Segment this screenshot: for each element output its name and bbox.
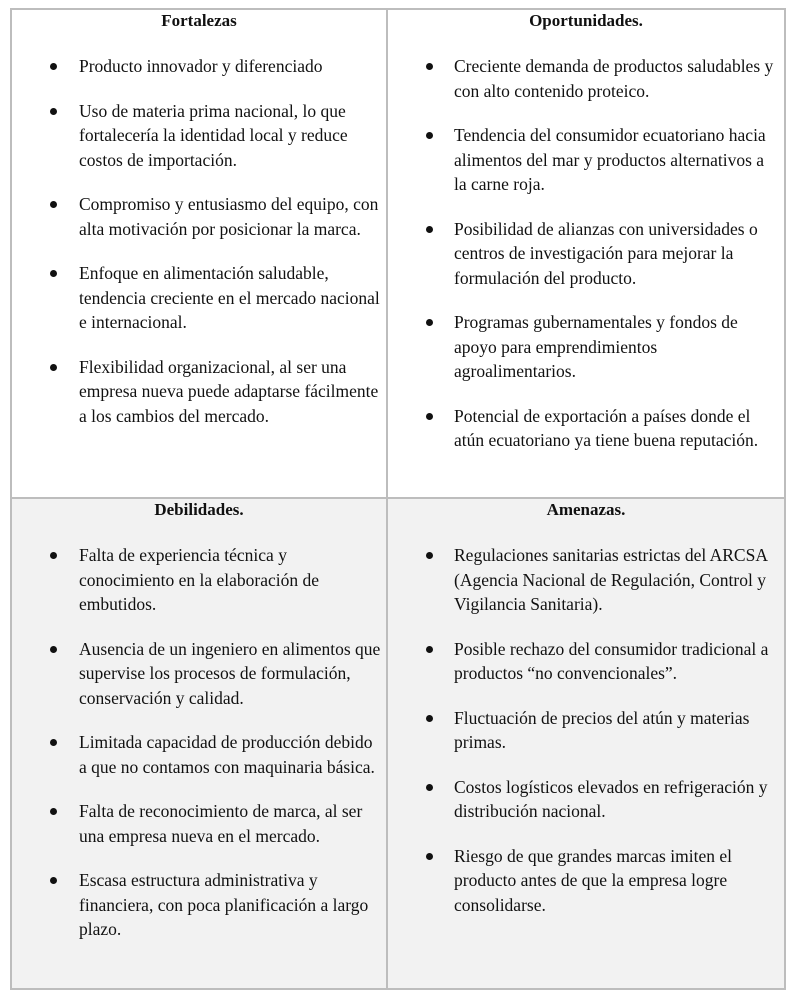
bullet-icon [426,63,433,70]
bullet-icon [426,413,433,420]
list-item: Flexibilidad organizacional, al ser una empresa nueva puede adaptarse fácilmente a los cambios del mercado. [12,355,386,429]
bullet-icon [50,63,57,70]
bullet-icon [50,201,57,208]
list-item: Ausencia de un ingeniero en alimentos que supervise los procesos de formulación, conservación y calidad. [12,637,386,711]
list-item: Programas gubernamentales y fondos de apoyo para emprendimientos agroalimentarios. [388,310,784,384]
bullet-icon [50,552,57,559]
list-item: Enfoque en alimentación saludable, tendencia creciente en el mercado nacional e internacional. [12,261,386,335]
bullet-icon [426,226,433,233]
bullet-icon [426,132,433,139]
heading-debilidades: Debilidades. [154,500,244,519]
bullet-icon [426,646,433,653]
list-item: Compromiso y entusiasmo del equipo, con alta motivación por posicionar la marca. [12,192,386,241]
list-fortalezas [12,54,386,428]
list-item: Costos logísticos elevados en refrigeración y distribución nacional. [388,775,784,824]
list-item: Escasa estructura administrativa y financiera, con poca planificación a largo plazo. [12,868,386,942]
heading-oportunidades: Oportunidades. [529,11,643,30]
list-item: Limitada capacidad de producción debido a que no contamos con maquinaria básica. [12,730,386,779]
list-item: Potencial de exportación a países donde el atún ecuatoriano ya tiene buena reputación. [388,404,784,453]
bullet-icon [426,552,433,559]
cell-oportunidades [388,10,784,499]
list-oportunidades [388,54,784,453]
bullet-icon [50,270,57,277]
swot-table [10,8,786,990]
list-item: Riesgo de que grandes marcas imiten el producto antes de que la empresa logre consolidarse. [388,844,784,918]
list-item: Fluctuación de precios del atún y materias primas. [388,706,784,755]
list-item: Creciente demanda de productos saludables y con alto contenido proteico. [388,54,784,103]
cell-amenazas [388,499,784,988]
list-item: Falta de reconocimiento de marca, al ser una empresa nueva en el mercado. [12,799,386,848]
list-item: Posibilidad de alianzas con universidades o centros de investigación para mejorar la formulación del producto. [388,217,784,291]
list-amenazas [388,543,784,917]
list-item: Posible rechazo del consumidor tradicional a productos “no convencionales”. [388,637,784,686]
bullet-icon [50,877,57,884]
cell-debilidades [12,499,388,988]
cell-fortalezas [12,10,388,499]
heading-fortalezas: Fortalezas [161,11,237,30]
bullet-icon [50,646,57,653]
list-item: Producto innovador y diferenciado [12,54,386,79]
bullet-icon [426,853,433,860]
bullet-icon [50,364,57,371]
list-item: Falta de experiencia técnica y conocimiento en la elaboración de embutidos. [12,543,386,617]
bullet-icon [50,739,57,746]
list-debilidades [12,543,386,942]
list-item: Uso de materia prima nacional, lo que fortalecería la identidad local y reduce costos de importación. [12,99,386,173]
bullet-icon [50,808,57,815]
bullet-icon [50,108,57,115]
bullet-icon [426,784,433,791]
list-item: Tendencia del consumidor ecuatoriano hacia alimentos del mar y productos alternativos a la carne roja. [388,123,784,197]
bullet-icon [426,715,433,722]
bullet-icon [426,319,433,326]
list-item: Regulaciones sanitarias estrictas del ARCSA (Agencia Nacional de Regulación, Control y Vigilancia Sanitaria). [388,543,784,617]
heading-amenazas: Amenazas. [546,500,626,519]
